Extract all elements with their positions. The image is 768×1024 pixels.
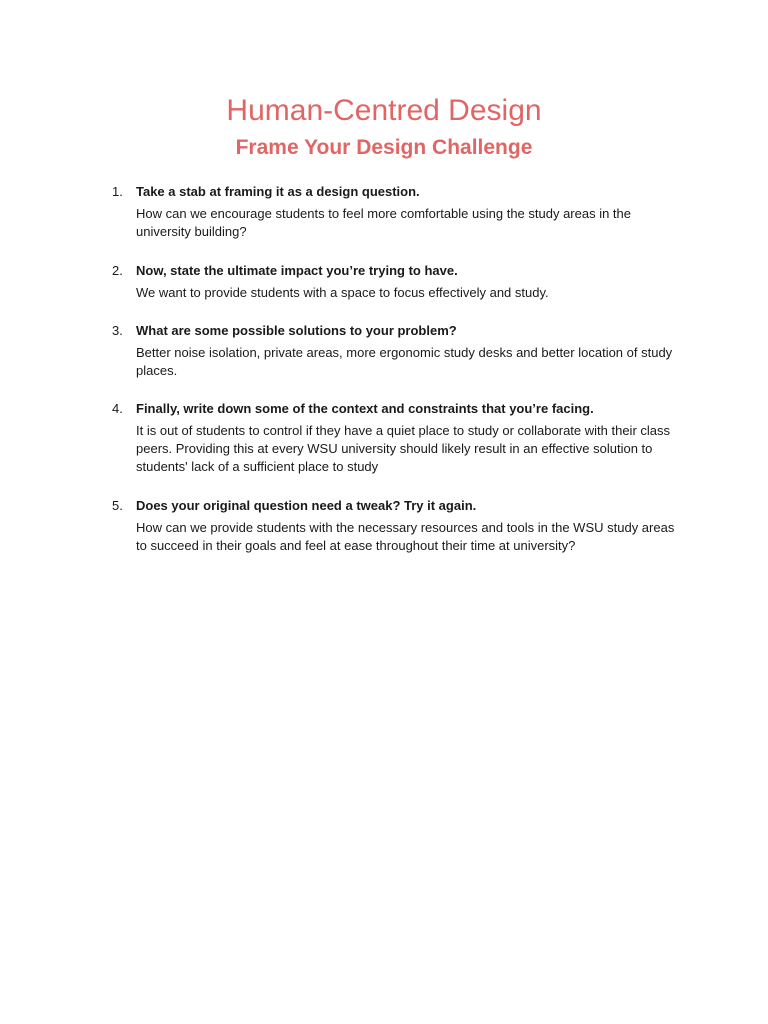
item-answer: How can we provide students with the necessary resources and tools in the WSU study areas to succeed in their goals and feel at ease throughout their time at university? [136,520,675,553]
item-number: 2. [112,263,123,278]
item-question: Does your original question need a tweak? Try it again. [136,498,477,513]
item-number: 1. [112,184,123,199]
item-answer: It is out of students to control if they have a quiet place to study or collaborate with their class peers. Providing this at every WSU university should likely result in an effective solution to students' lack of a sufficient place to study [136,423,671,474]
item-question: Take a stab at framing it as a design question. [136,184,420,199]
item-question: Finally, write down some of the context and constraints that you’re facing. [136,401,594,416]
item-question: What are some possible solutions to your problem? [136,323,457,338]
item-number: 5. [112,498,123,513]
item-answer: How can we encourage students to feel more comfortable using the study areas in the university building? [136,206,632,239]
item-answer: We want to provide students with a space to focus effectively and study. [136,285,549,300]
item-number: 4. [112,401,123,416]
item-question: Now, state the ultimate impact you’re trying to have. [136,263,458,278]
item-answer: Better noise isolation, private areas, more ergonomic study desks and better location of study places. [136,345,673,378]
item-number: 3. [112,323,123,338]
document-title: Human-Centred Design [226,94,542,127]
document-subtitle: Frame Your Design Challenge [235,136,533,159]
